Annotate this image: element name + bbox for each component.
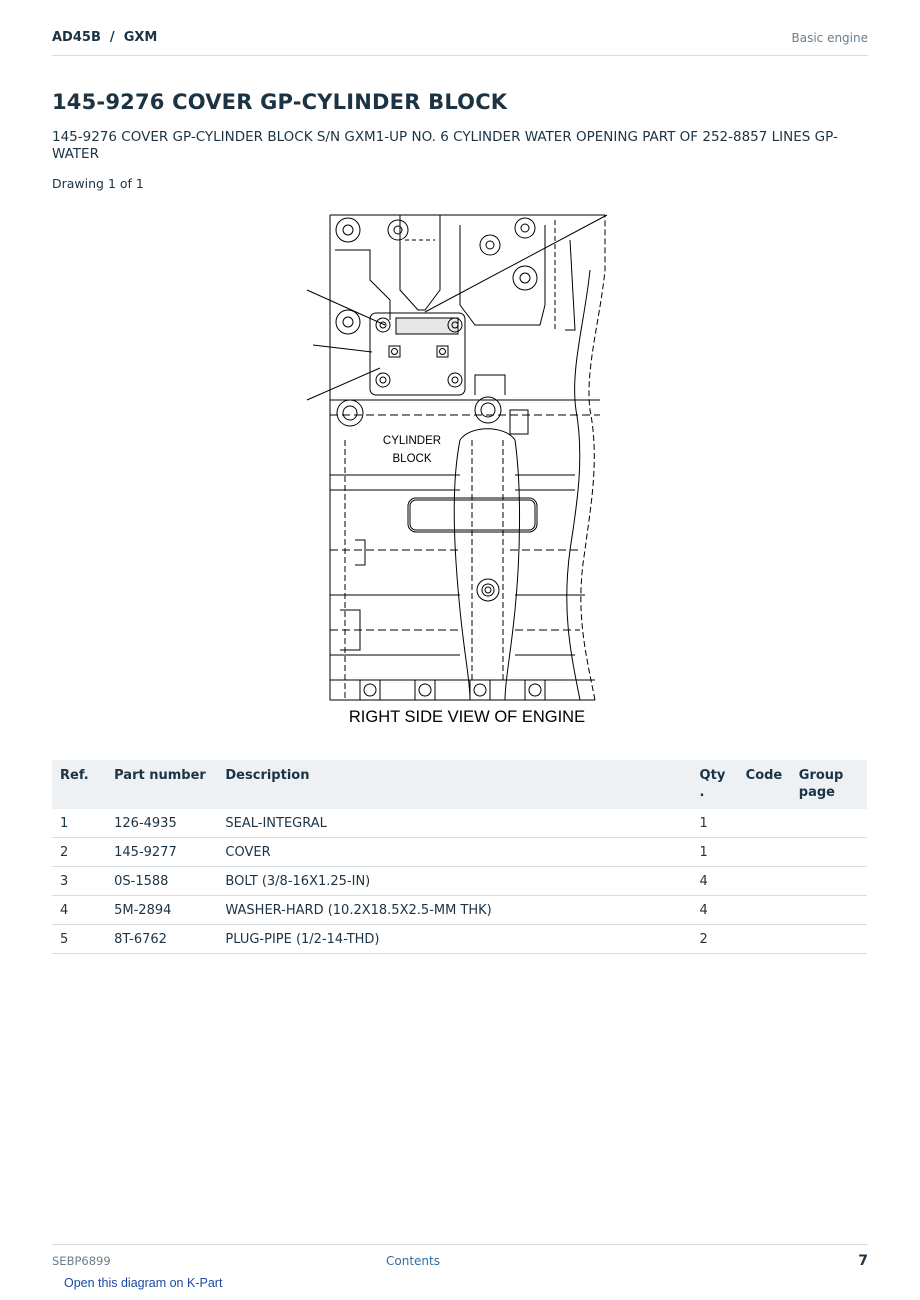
- block-label-line2: BLOCK: [392, 453, 432, 465]
- page-footer: [52, 1244, 868, 1275]
- drawing-count: Drawing 1 of 1: [52, 176, 144, 191]
- kpart-link[interactable]: Open this diagram on K-Part: [64, 1276, 223, 1290]
- header-code: Code: [738, 760, 791, 809]
- cell-description: WASHER-HARD (10.2X18.5X2.5-MM THK): [217, 896, 691, 925]
- cell-part-number: 8T-6762: [106, 925, 217, 954]
- header-ref: Ref.: [52, 760, 106, 809]
- section-label: Basic engine: [791, 31, 868, 45]
- cell-group-page: [791, 867, 867, 896]
- cell-code: [738, 809, 791, 838]
- cell-part-number: 5M-2894: [106, 896, 217, 925]
- cell-ref: 5: [52, 925, 106, 954]
- cell-ref: 2: [52, 838, 106, 867]
- cell-qty: 4: [692, 867, 738, 896]
- document-number: SEBP6899: [52, 1254, 111, 1268]
- cell-group-page: [791, 809, 867, 838]
- cell-code: [738, 867, 791, 896]
- cell-part-number: 145-9277: [106, 838, 217, 867]
- table-row: [52, 809, 867, 838]
- cell-code: [738, 925, 791, 954]
- cell-qty: 4: [692, 896, 738, 925]
- cell-description: BOLT (3/8-16X1.25-IN): [217, 867, 691, 896]
- header-group-page: Group page: [791, 760, 867, 809]
- parts-drawing: [300, 210, 620, 735]
- contents-link[interactable]: Contents: [386, 1254, 440, 1268]
- cell-group-page: [791, 896, 867, 925]
- parts-table: [52, 760, 867, 954]
- cell-qty: 1: [692, 809, 738, 838]
- page-title: 145-9276 COVER GP-CYLINDER BLOCK: [52, 90, 508, 114]
- cell-part-number: 0S-1588: [106, 867, 217, 896]
- cell-description: SEAL-INTEGRAL: [217, 809, 691, 838]
- model-label: AD45B / GXM: [52, 30, 158, 45]
- cell-ref: 3: [52, 867, 106, 896]
- cell-ref: 4: [52, 896, 106, 925]
- cell-qty: 1: [692, 838, 738, 867]
- header-description: Description: [217, 760, 691, 809]
- table-header-row: [52, 760, 867, 809]
- page-number: 7: [858, 1253, 868, 1269]
- header-qty: Qty .: [692, 760, 738, 809]
- table-row: [52, 925, 867, 954]
- cell-code: [738, 838, 791, 867]
- block-label-line1: CYLINDER: [382, 435, 442, 447]
- table-row: [52, 838, 867, 867]
- page-header: [52, 28, 868, 56]
- cell-description: COVER: [217, 838, 691, 867]
- cell-code: [738, 896, 791, 925]
- cell-qty: 2: [692, 925, 738, 954]
- cell-group-page: [791, 838, 867, 867]
- page-subtitle: 145-9276 COVER GP-CYLINDER BLOCK S/N GXM1-UP NO. 6 CYLINDER WATER OPENING PART OF 252-8857 LINES GP-WATER: [52, 129, 838, 162]
- header-part-number: Part number: [106, 760, 217, 809]
- cell-ref: 1: [52, 809, 106, 838]
- table-row: [52, 867, 867, 896]
- table-row: [52, 896, 867, 925]
- cell-group-page: [791, 925, 867, 954]
- cell-description: PLUG-PIPE (1/2-14-THD): [217, 925, 691, 954]
- cell-part-number: 126-4935: [106, 809, 217, 838]
- drawing-caption: RIGHT SIDE VIEW OF ENGINE: [348, 708, 586, 726]
